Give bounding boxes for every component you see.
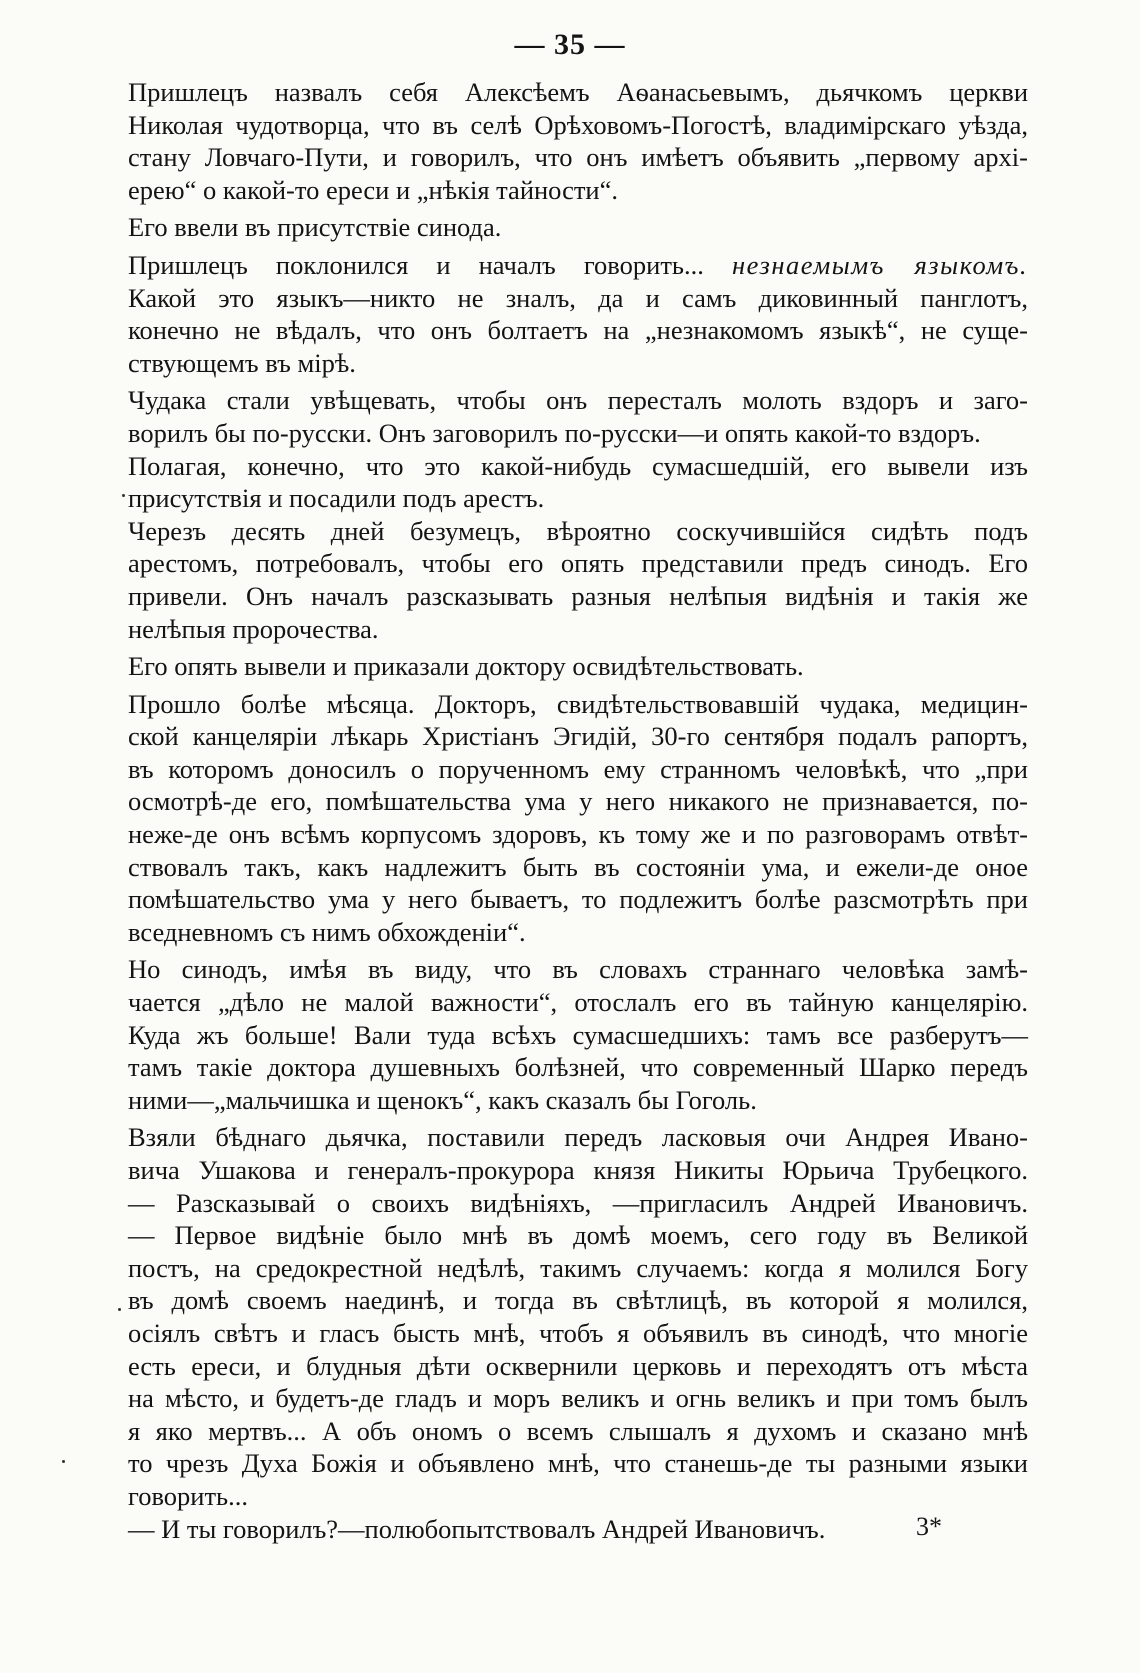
text-line: помѣшательство ума у него бываетъ, то подлежитъ болѣе разсмотрѣть при xyxy=(128,884,1028,915)
text-line: то чрезъ Духа Божія и объявлено мнѣ, что станешь-де ты разными языки xyxy=(128,1448,1028,1479)
paragraph xyxy=(128,1121,1028,1186)
text-line: въ которомъ доносилъ о порученномъ ему странномъ человѣкѣ, что „при xyxy=(128,753,1028,784)
text-line: вседневномъ съ нимъ обхожденіи“. xyxy=(128,916,526,947)
text-line: — Разсказывай о своихъ видѣніяхъ, —пригласилъ Андрей Ивановичъ. xyxy=(128,1187,1028,1218)
print-speck xyxy=(122,494,125,497)
text-line: конечно не вѣдалъ, что онъ болтаетъ на „незнакомомъ языкѣ“, не суще- xyxy=(128,315,1028,346)
text-line: Какой это языкъ—никто не зналъ, да и самъ диковинный панглотъ, xyxy=(128,282,1028,313)
text-line: неже-де онъ всѣмъ корпусомъ здоровъ, къ тому же и по разговорамъ отвѣт- xyxy=(128,819,1028,850)
text-line: ствовалъ такъ, какъ надлежитъ быть въ состояніи ума, и ежели-де оное xyxy=(128,851,1028,882)
text-line: я яко мертвъ... А объ ономъ о всемъ слышалъ я духомъ и сказано мнѣ xyxy=(128,1415,1028,1446)
text-line: присутствія и посадили подъ арестъ. xyxy=(128,483,545,514)
text-line: ской канцеляріи лѣкарь Христіанъ Эгидій, 30-го сентября подалъ рапортъ, xyxy=(128,721,1028,752)
text-line: Николая чудотворца, что въ селѣ Орѣховомъ-Погостѣ, владимірскаго уѣзда, xyxy=(128,109,1028,140)
text-line: привели. Онъ началъ разсказывать разныя нелѣпыя видѣнія и такія же xyxy=(128,580,1028,611)
text-line: — И ты говорилъ?—полюбопытствовалъ Андрей Ивановичъ. xyxy=(128,1513,826,1544)
paragraph xyxy=(128,76,1028,206)
paragraph xyxy=(128,515,1028,645)
paragraph xyxy=(128,282,1028,380)
paragraph xyxy=(128,1219,1028,1512)
text-line: Полагая, конечно, что это какой-нибудь сумасшедшій, его вывели изъ xyxy=(128,450,1028,481)
text-line: Взяли бѣднаго дьячка, поставили передъ ласковыя очи Андрея Ивано- xyxy=(128,1122,1028,1153)
text-line: на мѣсто, и будетъ-де гладъ и моръ великъ и огнь великъ и при томъ былъ xyxy=(128,1383,1028,1414)
text-line: есть ереси, и блудныя дѣти осквернили церковь и переходятъ отъ мѣста xyxy=(128,1350,1028,1381)
text-line: въ домѣ своемъ наединѣ, и тогда въ свѣтлицѣ, въ которой я молился, xyxy=(128,1285,1028,1316)
paragraph xyxy=(128,249,1028,282)
text-segment: Пришлецъ поклонился и началъ говорить... xyxy=(128,249,732,280)
page-number: — 35 — xyxy=(514,28,626,61)
text-line: Куда жъ больше! Вали туда всѣхъ сумасшедшихъ: тамъ все разберутъ— xyxy=(128,1019,1028,1050)
paragraph xyxy=(128,1513,1028,1546)
text-line: стану Ловчаго-Пути, и говорилъ, что онъ имѣетъ объявить „первому архі- xyxy=(128,142,1028,173)
paragraph xyxy=(128,650,1028,683)
text-line: — Первое видѣніе было мнѣ въ домѣ моемъ, сего году въ Великой xyxy=(128,1220,1028,1251)
text-line: постъ, на средокрестной недѣлѣ, такимъ случаемъ: когда я молился Богу xyxy=(128,1252,1028,1283)
text-line: осіялъ свѣтъ и гласъ бысть мнѣ, чтобъ я объявилъ въ синодѣ, что многіе xyxy=(128,1317,1028,1348)
text-line: ерею“ о какой-то ереси и „нѣкія тайности“. xyxy=(128,174,619,205)
text-line: Его опять вывели и приказали доктору освидѣтельствовать. xyxy=(128,651,804,682)
paragraph xyxy=(128,384,1028,449)
body-text xyxy=(128,76,1028,1545)
text-line: осмотрѣ-де его, помѣшательства ума у него никакого не признавается, по- xyxy=(128,786,1028,817)
text-line: ними—„мальчишка и щенокъ“, какъ сказалъ бы Гоголь. xyxy=(128,1084,757,1115)
text-line: ворилъ бы по-русски. Онъ заговорилъ по-русски—и опять какой-то вздоръ. xyxy=(128,417,981,448)
signature-mark: 3* xyxy=(916,1512,942,1541)
text-line: говорить... xyxy=(128,1480,249,1511)
text-line: Прошло болѣе мѣсяца. Докторъ, свидѣтельствовавшій чудака, медицин- xyxy=(128,688,1028,719)
text-line: арестомъ, потребовалъ, чтобы его опять представили предъ синодъ. Его xyxy=(128,548,1028,579)
print-speck xyxy=(118,1308,121,1311)
text-line: тамъ такіе доктора душевныхъ болѣзней, что современный Шарко передъ xyxy=(128,1052,1028,1083)
paragraph xyxy=(128,1187,1028,1220)
text-line: Но синодъ, имѣя въ виду, что въ словахъ страннаго человѣка замѣ- xyxy=(128,954,1028,985)
text-line: чается „дѣло не малой важности“, отослалъ его въ тайную канцелярію. xyxy=(128,987,1028,1018)
text-line: Пришлецъ назвалъ себя Алексѣемъ Аѳанасьевымъ, дьячкомъ церкви xyxy=(128,77,1028,107)
text-line: ствующемъ въ мірѣ. xyxy=(128,347,356,378)
paragraph xyxy=(128,688,1028,949)
text-line: вича Ушакова и генералъ-прокурора князя Никиты Юрьича Трубецкого. xyxy=(128,1155,1028,1185)
text-line: Черезъ десять дней безумецъ, вѣроятно соскучившійся сидѣть подъ xyxy=(128,515,1028,546)
text-line: Его ввели въ присутствіе синода. xyxy=(128,212,502,243)
text-line: Чудака стали увѣщевать, чтобы онъ пересталъ молоть вздоръ и заго- xyxy=(128,385,1028,416)
print-speck xyxy=(62,1460,65,1463)
text-line: нелѣпыя пророчества. xyxy=(128,613,379,644)
paragraph xyxy=(128,211,1028,244)
italic-phrase: незнаемымъ языкомъ. xyxy=(731,249,1028,280)
paragraph xyxy=(128,953,1028,1116)
paragraph xyxy=(128,450,1028,515)
text-line xyxy=(128,249,1028,282)
